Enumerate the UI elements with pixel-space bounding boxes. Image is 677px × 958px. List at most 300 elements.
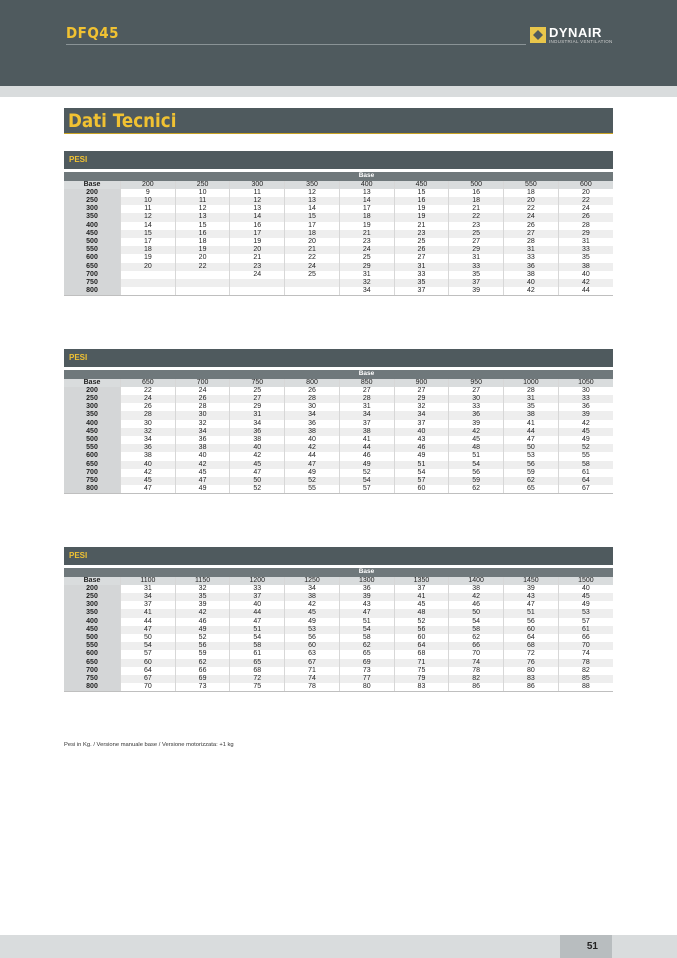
table-cell: 47: [121, 626, 176, 634]
row-header: 450: [64, 230, 121, 238]
table-cell: 23: [339, 238, 394, 246]
table-label: PESI: [69, 551, 88, 560]
table-cell: 72: [504, 650, 559, 658]
table-row: [64, 222, 613, 230]
table-cell: 56: [504, 461, 559, 469]
table-cell: 30: [285, 403, 340, 411]
table-cell: 60: [394, 634, 449, 642]
table-cell: 61: [558, 469, 613, 477]
table-cell: 78: [449, 667, 504, 675]
column-header: 1300: [339, 577, 394, 585]
table-cell: 43: [504, 593, 559, 601]
column-header: 750: [230, 379, 285, 387]
table-cell: 66: [175, 667, 230, 675]
table-cell: 77: [339, 675, 394, 683]
table-cell: [121, 279, 176, 287]
table-cell: 72: [230, 675, 285, 683]
table-cell: 50: [449, 609, 504, 617]
row-header: 700: [64, 667, 121, 675]
table-cell: 15: [175, 222, 230, 230]
column-header: 900: [394, 379, 449, 387]
table-row: [64, 585, 613, 593]
table-row: [64, 667, 613, 675]
table-cell: 42: [175, 609, 230, 617]
table-cell: 36: [339, 585, 394, 593]
table-cell: 37: [339, 420, 394, 428]
table-cell: 20: [558, 189, 613, 197]
table-cell: 21: [230, 254, 285, 262]
row-header: 750: [64, 675, 121, 683]
table-cell: 37: [394, 287, 449, 295]
weights-table-1: [64, 151, 613, 296]
table-cell: 31: [558, 238, 613, 246]
table-cell: 33: [449, 263, 504, 271]
table-cell: 67: [558, 485, 613, 493]
table-cell: 61: [230, 650, 285, 658]
table-cell: 30: [449, 395, 504, 403]
column-group-text: Base: [358, 172, 375, 179]
table-cell: 51: [230, 626, 285, 634]
table-cell: 21: [394, 222, 449, 230]
table-cell: 52: [394, 618, 449, 626]
table-cell: 50: [504, 444, 559, 452]
table-cell: 54: [339, 477, 394, 485]
table-cell: 20: [504, 197, 559, 205]
table-cell: 33: [449, 403, 504, 411]
table-row: [64, 271, 613, 279]
table-cell: 21: [449, 205, 504, 213]
weights-grid: [64, 379, 613, 494]
page-number: 51: [586, 941, 598, 952]
table-cell: 28: [504, 238, 559, 246]
row-header: 400: [64, 222, 121, 230]
table-cell: 80: [504, 667, 559, 675]
table-cell: 23: [230, 263, 285, 271]
table-cell: 46: [394, 444, 449, 452]
table-cell: 26: [285, 387, 340, 395]
table-cell: 39: [175, 601, 230, 609]
column-header: 550: [504, 181, 559, 189]
row-header: 200: [64, 189, 121, 197]
table-cell: 71: [285, 667, 340, 675]
table-cell: 65: [339, 650, 394, 658]
table-cell: 71: [394, 659, 449, 667]
row-header: 650: [64, 461, 121, 469]
table-cell: 38: [175, 444, 230, 452]
table-cell: 32: [121, 428, 176, 436]
table-row: [64, 683, 613, 691]
table-row: [64, 477, 613, 485]
table-cell: [230, 279, 285, 287]
row-header: 200: [64, 585, 121, 593]
table-cell: 74: [558, 650, 613, 658]
table-cell: 44: [121, 618, 176, 626]
row-header: 800: [64, 287, 121, 295]
table-cell: 24: [121, 395, 176, 403]
table-cell: 28: [121, 411, 176, 419]
table-cell: 86: [449, 683, 504, 691]
section-title: Dati Tecnici: [68, 110, 177, 132]
row-header: 550: [64, 642, 121, 650]
table-cell: 24: [285, 263, 340, 271]
table-cell: 40: [121, 461, 176, 469]
table-cell: 88: [558, 683, 613, 691]
table-cell: 42: [175, 461, 230, 469]
table-cell: [121, 271, 176, 279]
table-cell: 48: [394, 609, 449, 617]
table-cell: 27: [394, 387, 449, 395]
table-cell: 26: [175, 395, 230, 403]
table-label: PESI: [69, 353, 88, 362]
table-row: [64, 254, 613, 262]
table-cell: 21: [339, 230, 394, 238]
table-cell: 42: [558, 420, 613, 428]
table-cell: 55: [285, 485, 340, 493]
table-cell: 33: [558, 395, 613, 403]
table-cell: 47: [230, 469, 285, 477]
table-cell: 50: [230, 477, 285, 485]
table-cell: 38: [230, 436, 285, 444]
table-cell: 17: [121, 238, 176, 246]
header-stripe: [0, 86, 677, 97]
table-cell: 39: [558, 411, 613, 419]
table-cell: 47: [230, 618, 285, 626]
table-cell: 24: [504, 213, 559, 221]
table-cell: 56: [449, 469, 504, 477]
table-cell: 52: [175, 634, 230, 642]
table-cell: 23: [449, 222, 504, 230]
row-header: 400: [64, 420, 121, 428]
table-cell: 75: [394, 667, 449, 675]
table-cell: 49: [394, 452, 449, 460]
column-header: 1350: [394, 577, 449, 585]
table-cell: 60: [285, 642, 340, 650]
row-header-label: Base: [64, 379, 121, 387]
table-cell: 53: [504, 452, 559, 460]
table-cell: 57: [394, 477, 449, 485]
table-cell: 22: [175, 263, 230, 271]
table-cell: 25: [230, 387, 285, 395]
table-cell: 30: [121, 420, 176, 428]
table-row: [64, 436, 613, 444]
table-cell: 34: [121, 593, 176, 601]
table-cell: 34: [394, 411, 449, 419]
table-cell: 17: [285, 222, 340, 230]
table-cell: 49: [175, 626, 230, 634]
table-cell: 19: [121, 254, 176, 262]
row-header: 350: [64, 609, 121, 617]
table-row: [64, 650, 613, 658]
column-header: 1200: [230, 577, 285, 585]
table-cell: 17: [230, 230, 285, 238]
table-cell: 59: [175, 650, 230, 658]
table-cell: 28: [504, 387, 559, 395]
table-cell: [175, 279, 230, 287]
table-cell: 27: [504, 230, 559, 238]
table-cell: 49: [558, 436, 613, 444]
table-cell: 38: [558, 263, 613, 271]
table-cell: 56: [175, 642, 230, 650]
table-cell: 74: [449, 659, 504, 667]
table-row: [64, 618, 613, 626]
table-row: [64, 659, 613, 667]
table-cell: 49: [175, 485, 230, 493]
table-row: [64, 469, 613, 477]
table-cell: 36: [449, 411, 504, 419]
table-cell: 56: [285, 634, 340, 642]
table-cell: 41: [394, 593, 449, 601]
table-cell: 44: [504, 428, 559, 436]
table-cell: 29: [394, 395, 449, 403]
table-cell: 67: [285, 659, 340, 667]
table-cell: 44: [558, 287, 613, 295]
table-cell: 12: [175, 205, 230, 213]
table-cell: 45: [558, 428, 613, 436]
table-cell: 74: [285, 675, 340, 683]
table-cell: 49: [285, 469, 340, 477]
column-header: 600: [558, 181, 613, 189]
table-cell: 59: [449, 477, 504, 485]
table-row: [64, 461, 613, 469]
table-cell: 33: [230, 585, 285, 593]
table-cell: 13: [175, 213, 230, 221]
table-cell: 68: [394, 650, 449, 658]
row-header: 500: [64, 634, 121, 642]
row-header: 600: [64, 452, 121, 460]
table-cell: 51: [504, 609, 559, 617]
table-cell: 34: [285, 411, 340, 419]
table-cell: 18: [339, 213, 394, 221]
table-cell: 58: [339, 634, 394, 642]
column-header: 450: [394, 181, 449, 189]
table-cell: 24: [230, 271, 285, 279]
table-cell: 33: [504, 254, 559, 262]
table-cell: 36: [285, 420, 340, 428]
table-cell: 18: [504, 189, 559, 197]
table-cell: 55: [558, 452, 613, 460]
table-cell: 40: [175, 452, 230, 460]
table-row: [64, 420, 613, 428]
table-cell: 28: [558, 222, 613, 230]
table-cell: 44: [230, 609, 285, 617]
weights-table-2: [64, 349, 613, 494]
column-header: 1000: [504, 379, 559, 387]
table-cell: 67: [121, 675, 176, 683]
table-cell: [175, 287, 230, 295]
table-cell: 70: [449, 650, 504, 658]
table-cell: 64: [558, 477, 613, 485]
table-cell: 29: [558, 230, 613, 238]
row-header: 450: [64, 626, 121, 634]
table-row: [64, 485, 613, 493]
table-header-bar: [64, 547, 613, 565]
table-cell: 10: [121, 197, 176, 205]
table-cell: 70: [558, 642, 613, 650]
table-cell: 26: [504, 222, 559, 230]
table-cell: 60: [504, 626, 559, 634]
table-row: [64, 230, 613, 238]
table-cell: 19: [394, 205, 449, 213]
table-row: [64, 444, 613, 452]
table-cell: [175, 271, 230, 279]
table-cell: 40: [558, 271, 613, 279]
table-cell: 19: [394, 213, 449, 221]
table-cell: 35: [558, 254, 613, 262]
table-cell: 15: [285, 213, 340, 221]
table-cell: 37: [394, 585, 449, 593]
table-cell: 16: [449, 189, 504, 197]
row-header: 600: [64, 254, 121, 262]
table-cell: 47: [504, 601, 559, 609]
table-cell: 31: [121, 585, 176, 593]
table-cell: 28: [175, 403, 230, 411]
row-header: 600: [64, 650, 121, 658]
table-row: [64, 246, 613, 254]
table-cell: 40: [504, 279, 559, 287]
table-cell: 25: [394, 238, 449, 246]
table-cell: 16: [230, 222, 285, 230]
table-cell: 31: [339, 403, 394, 411]
table-cell: 75: [230, 683, 285, 691]
row-header: 350: [64, 213, 121, 221]
table-cell: 86: [504, 683, 559, 691]
table-cell: 76: [504, 659, 559, 667]
table-cell: 83: [394, 683, 449, 691]
table-cell: 37: [121, 601, 176, 609]
row-header: 650: [64, 263, 121, 271]
table-cell: 32: [339, 279, 394, 287]
table-cell: 34: [285, 585, 340, 593]
table-cell: 73: [339, 667, 394, 675]
table-cell: 46: [339, 452, 394, 460]
table-cell: 66: [449, 642, 504, 650]
table-cell: 62: [339, 642, 394, 650]
table-cell: 39: [449, 287, 504, 295]
logo-subtitle: INDUSTRIAL VENTILATION: [549, 39, 613, 44]
table-cell: 42: [504, 287, 559, 295]
table-row: [64, 593, 613, 601]
table-cell: 36: [504, 263, 559, 271]
table-cell: 45: [285, 609, 340, 617]
column-header: 950: [449, 379, 504, 387]
column-group-label: [64, 370, 613, 379]
table-cell: 37: [394, 420, 449, 428]
table-cell: 24: [175, 387, 230, 395]
table-row: [64, 403, 613, 411]
table-cell: 32: [175, 585, 230, 593]
table-cell: 11: [175, 197, 230, 205]
table-cell: 68: [504, 642, 559, 650]
table-column-header-row: [64, 181, 613, 189]
table-cell: [285, 279, 340, 287]
column-header: 1250: [285, 577, 340, 585]
table-cell: 25: [285, 271, 340, 279]
table-cell: 47: [175, 477, 230, 485]
table-column-header-row: [64, 577, 613, 585]
row-header: 300: [64, 205, 121, 213]
table-row: [64, 238, 613, 246]
table-cell: 82: [449, 675, 504, 683]
table-cell: 79: [394, 675, 449, 683]
table-cell: 18: [449, 197, 504, 205]
table-cell: 45: [558, 593, 613, 601]
row-header: 400: [64, 618, 121, 626]
column-group-text: Base: [358, 568, 375, 575]
table-row: [64, 675, 613, 683]
table-cell: 31: [339, 271, 394, 279]
column-header: 800: [285, 379, 340, 387]
table-cell: 36: [121, 444, 176, 452]
table-row: [64, 213, 613, 221]
table-row: [64, 609, 613, 617]
table-cell: 54: [339, 626, 394, 634]
row-header: 250: [64, 395, 121, 403]
table-cell: 11: [121, 205, 176, 213]
table-cell: 19: [175, 246, 230, 254]
table-cell: 27: [394, 254, 449, 262]
table-cell: 83: [504, 675, 559, 683]
table-cell: 31: [504, 395, 559, 403]
table-cell: 64: [121, 667, 176, 675]
table-row: [64, 279, 613, 287]
table-cell: 35: [504, 403, 559, 411]
table-row: [64, 263, 613, 271]
table-cell: 40: [394, 428, 449, 436]
table-cell: 18: [175, 238, 230, 246]
table-cell: 64: [504, 634, 559, 642]
column-group-label: [64, 568, 613, 577]
table-cell: 60: [121, 659, 176, 667]
product-code: DFQ45: [66, 24, 119, 42]
table-column-header-row: [64, 379, 613, 387]
table-cell: 27: [339, 387, 394, 395]
table-cell: 69: [339, 659, 394, 667]
table-header-bar: [64, 151, 613, 169]
table-cell: 49: [285, 618, 340, 626]
column-header: 1100: [121, 577, 176, 585]
column-header: 1500: [558, 577, 613, 585]
table-cell: 59: [504, 469, 559, 477]
column-header: 400: [339, 181, 394, 189]
table-cell: 34: [339, 411, 394, 419]
table-cell: 9: [121, 189, 176, 197]
table-cell: 31: [394, 263, 449, 271]
table-cell: 39: [339, 593, 394, 601]
row-header: 300: [64, 601, 121, 609]
table-cell: 60: [394, 485, 449, 493]
table-cell: 62: [504, 477, 559, 485]
table-cell: 37: [230, 593, 285, 601]
column-header: 1400: [449, 577, 504, 585]
table-cell: 44: [285, 452, 340, 460]
table-cell: 54: [230, 634, 285, 642]
table-cell: 51: [449, 452, 504, 460]
column-header: 350: [285, 181, 340, 189]
table-cell: 46: [449, 601, 504, 609]
row-header: 550: [64, 246, 121, 254]
table-cell: 54: [121, 642, 176, 650]
table-cell: 62: [449, 634, 504, 642]
table-cell: 52: [558, 444, 613, 452]
table-cell: 32: [175, 420, 230, 428]
table-cell: 29: [339, 263, 394, 271]
table-cell: 42: [449, 593, 504, 601]
page-number-box: [560, 935, 612, 958]
table-cell: 68: [230, 667, 285, 675]
table-cell: [121, 287, 176, 295]
row-header: 500: [64, 436, 121, 444]
table-cell: 42: [449, 428, 504, 436]
